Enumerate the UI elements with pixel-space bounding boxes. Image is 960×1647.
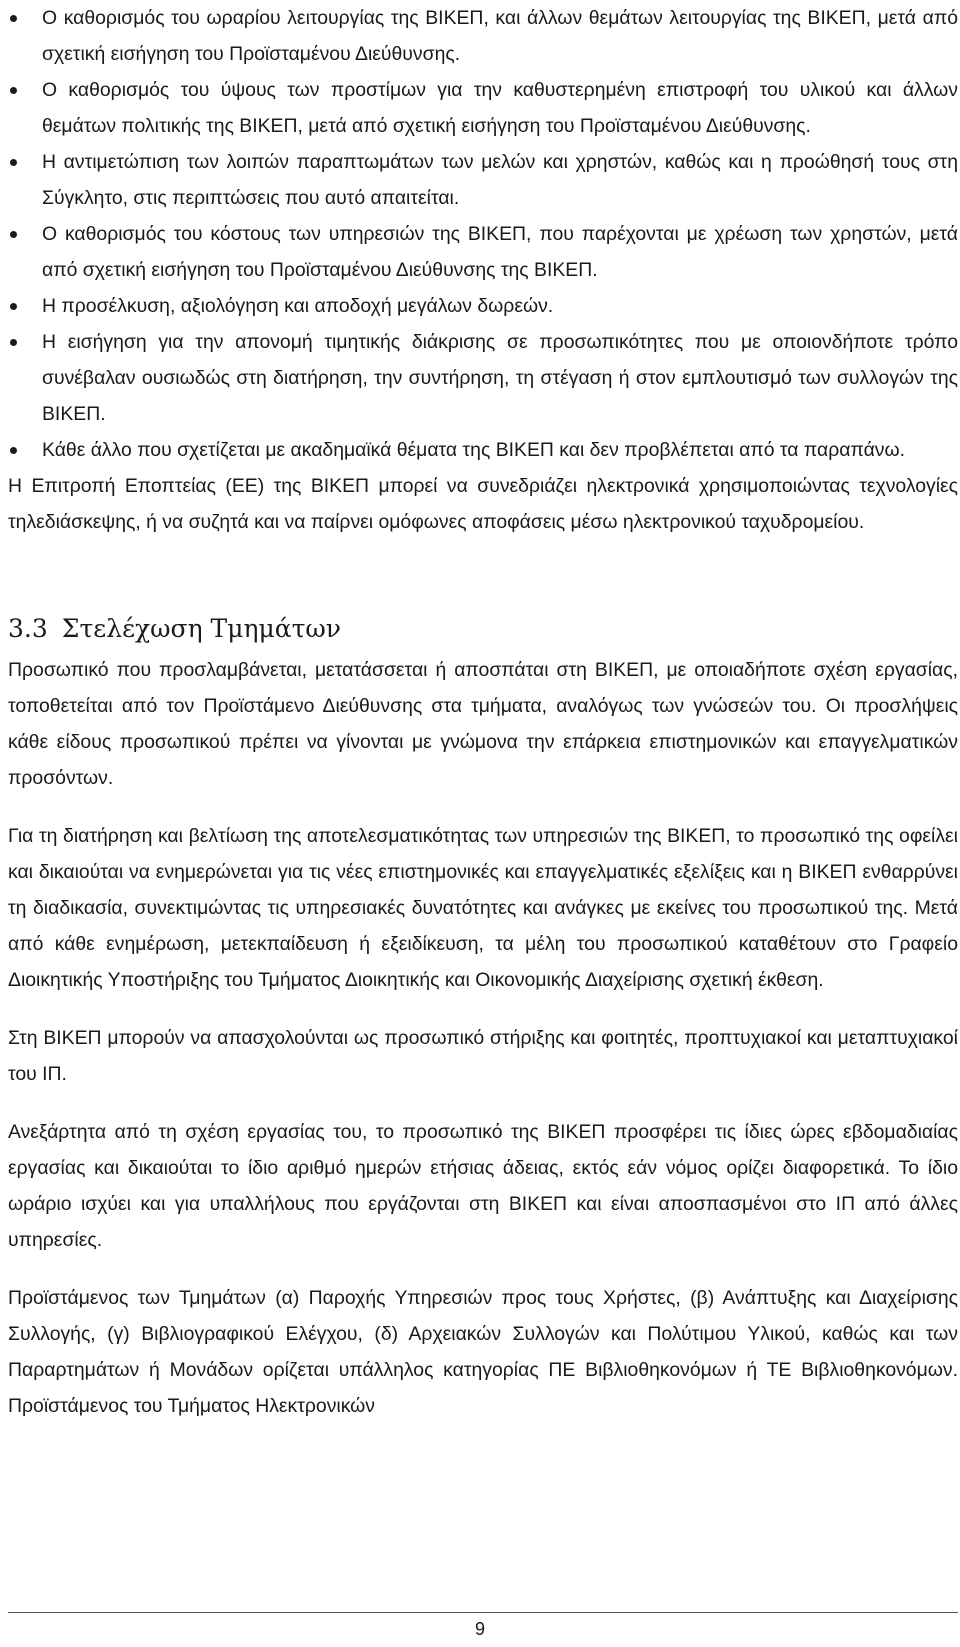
page-number: 9 — [474, 1619, 485, 1639]
paragraph-gap — [8, 1092, 958, 1114]
list-item-text: Ο καθορισμός του ωραρίου λειτουργίας της ΒΙΚΕΠ, και άλλων θεμάτων λειτουργίας της ΒΙΚΕΠ, μετά από σχετική εισήγηση του Προϊσταμένου Διεύθυνσης. — [42, 7, 958, 65]
body-paragraph: Ανεξάρτητα από τη σχέση εργασίας του, το προσωπικό της ΒΙΚΕΠ προσφέρει τις ίδιες ώρες εβδομαδιαίας εργασίας και δικαιούται το ίδιο αριθμό ημερών ετήσιας άδειας, εκτός εάν νόμος ορίζει διαφορετικά. Το ίδιο ωράριο ισχύει και για υπαλλήλους που εργάζονται στη ΒΙΚΕΠ και είναι αποσπασμένοι στο ΙΠ από άλλες υπηρεσίες. — [8, 1121, 958, 1251]
list-item — [8, 216, 958, 288]
supervisory-committee-paragraph: Η Επιτροπή Εποπτείας (ΕΕ) της ΒΙΚΕΠ μπορεί να συνεδριάζει ηλεκτρονικά χρησιμοποιώντας τεχνολογίες τηλεδιάσκεψης, ή να συζητά και να παίρνει ομόφωνες αποφάσεις μέσω ηλεκτρονικού ταχυδρομείου. — [8, 475, 958, 533]
bullet-icon — [10, 159, 17, 166]
list-item — [8, 72, 958, 144]
paragraph-gap — [8, 796, 958, 818]
list-item-text: Η εισήγηση για την απονομή τιμητικής διάκρισης σε προσωπικότητες που με οποιονδήποτε τρόπο συνέβαλαν ουσιωδώς στη διατήρηση, την συντήρηση, τη στέγαση ή στον εμπλουτισμό των συλλογών της ΒΙΚΕΠ. — [42, 331, 958, 425]
body-paragraph: Προσωπικό που προσλαμβάνεται, μετατάσσεται ή αποσπάται στη ΒΙΚΕΠ, με οποιαδήποτε σχέση εργασίας, τοποθετείται από τον Προϊστάμενο Διεύθυνσης στα τμήματα, αναλόγως των γνώσεών του. Οι προσλήψεις κάθε είδους προσωπικού πρέπει να γίνονται με γνώμονα την επάρκεια επιστημονικών και επαγγελματικών προσόντων. — [8, 659, 958, 789]
list-item-text: Ο καθορισμός του κόστους των υπηρεσιών της ΒΙΚΕΠ, που παρέχονται με χρέωση των χρηστών, μετά από σχετική εισήγηση του Προϊσταμένου Διεύθυνσης της ΒΙΚΕΠ. — [42, 223, 958, 281]
bullet-icon — [10, 15, 17, 22]
footer-divider — [8, 1612, 958, 1613]
list-item-text: Ο καθορισμός του ύψους των προστίμων για την καθυστερημένη επιστροφή του υλικού και άλλων θεμάτων πολιτικής της ΒΙΚΕΠ, μετά από σχετική εισήγηση του Προϊσταμένου Διεύθυνσης. — [42, 79, 958, 137]
paragraph-gap — [8, 1258, 958, 1280]
body-paragraph: Προϊστάμενος των Τμημάτων (α) Παροχής Υπηρεσιών προς τους Χρήστες, (β) Ανάπτυξης και Διαχείρισης Συλλογής, (γ) Βιβλιογραφικού Ελέγχου, (δ) Αρχειακών Συλλογών και Πολύτιμου Υλικού, καθώς και των Παραρτημάτων ή Μονάδων ορίζεται υπάλληλος κατηγορίας ΠΕ Βιβλιοθηκονόμων ή ΤΕ Βιβλιοθηκονόμων. Προϊστάμενος του Τμήματος Ηλεκτρονικών — [8, 1287, 958, 1417]
body-paragraph: Για τη διατήρηση και βελτίωση της αποτελεσματικότητας των υπηρεσιών της ΒΙΚΕΠ, το προσωπικό της οφείλει και δικαιούται να ενημερώνεται για τις νέες επιστημονικές και επαγγελματικές εξελίξεις και η ΒΙΚΕΠ ενθαρρύνει τη διαδικασία, συνεκτιμώντας τις υπηρεσιακές δυνατότητες και ανάγκες με εκείνες του προσωπικού της. Μετά από κάθε ενημέρωση, μετεκπαίδευση ή εξειδίκευση, τα μέλη του προσωπικού καταθέτουν στο Γραφείο Διοικητικής Υποστήριξης του Τμήματος Διοικητικής και Οικονομικής Διαχείρισης σχετική έκθεση. — [8, 825, 958, 991]
list-item — [8, 0, 958, 72]
section-heading — [8, 610, 958, 648]
document-page — [8, 0, 958, 1424]
list-item — [8, 288, 958, 324]
bullet-icon — [10, 231, 17, 238]
list-item — [8, 432, 958, 468]
section-title: Στελέχωση Τμημάτων — [61, 614, 341, 643]
section-number: 3.3 — [8, 614, 48, 643]
bullet-list — [8, 0, 958, 468]
list-item-text: Κάθε άλλο που σχετίζεται με ακαδημαϊκά θέματα της ΒΙΚΕΠ και δεν προβλέπεται από τα παραπάνω. — [42, 439, 905, 461]
list-item-text: Η αντιμετώπιση των λοιπών παραπτωμάτων των μελών και χρηστών, καθώς και η προώθησή τους στη Σύγκλητο, στις περιπτώσεις που αυτό απαιτείται. — [42, 151, 958, 209]
bullet-icon — [10, 339, 17, 346]
paragraph-gap — [8, 998, 958, 1020]
list-item-text: Η προσέλκυση, αξιολόγηση και αποδοχή μεγάλων δωρεών. — [42, 295, 554, 317]
section-spacer — [8, 540, 958, 610]
body-paragraph: Στη ΒΙΚΕΠ μπορούν να απασχολούνται ως προσωπικό στήριξης και φοιτητές, προπτυχιακοί και μεταπτυχιακοί του ΙΠ. — [8, 1027, 958, 1085]
bullet-icon — [10, 303, 17, 310]
bullet-icon — [10, 87, 17, 94]
list-item — [8, 144, 958, 216]
list-item — [8, 324, 958, 432]
bullet-icon — [10, 447, 17, 454]
